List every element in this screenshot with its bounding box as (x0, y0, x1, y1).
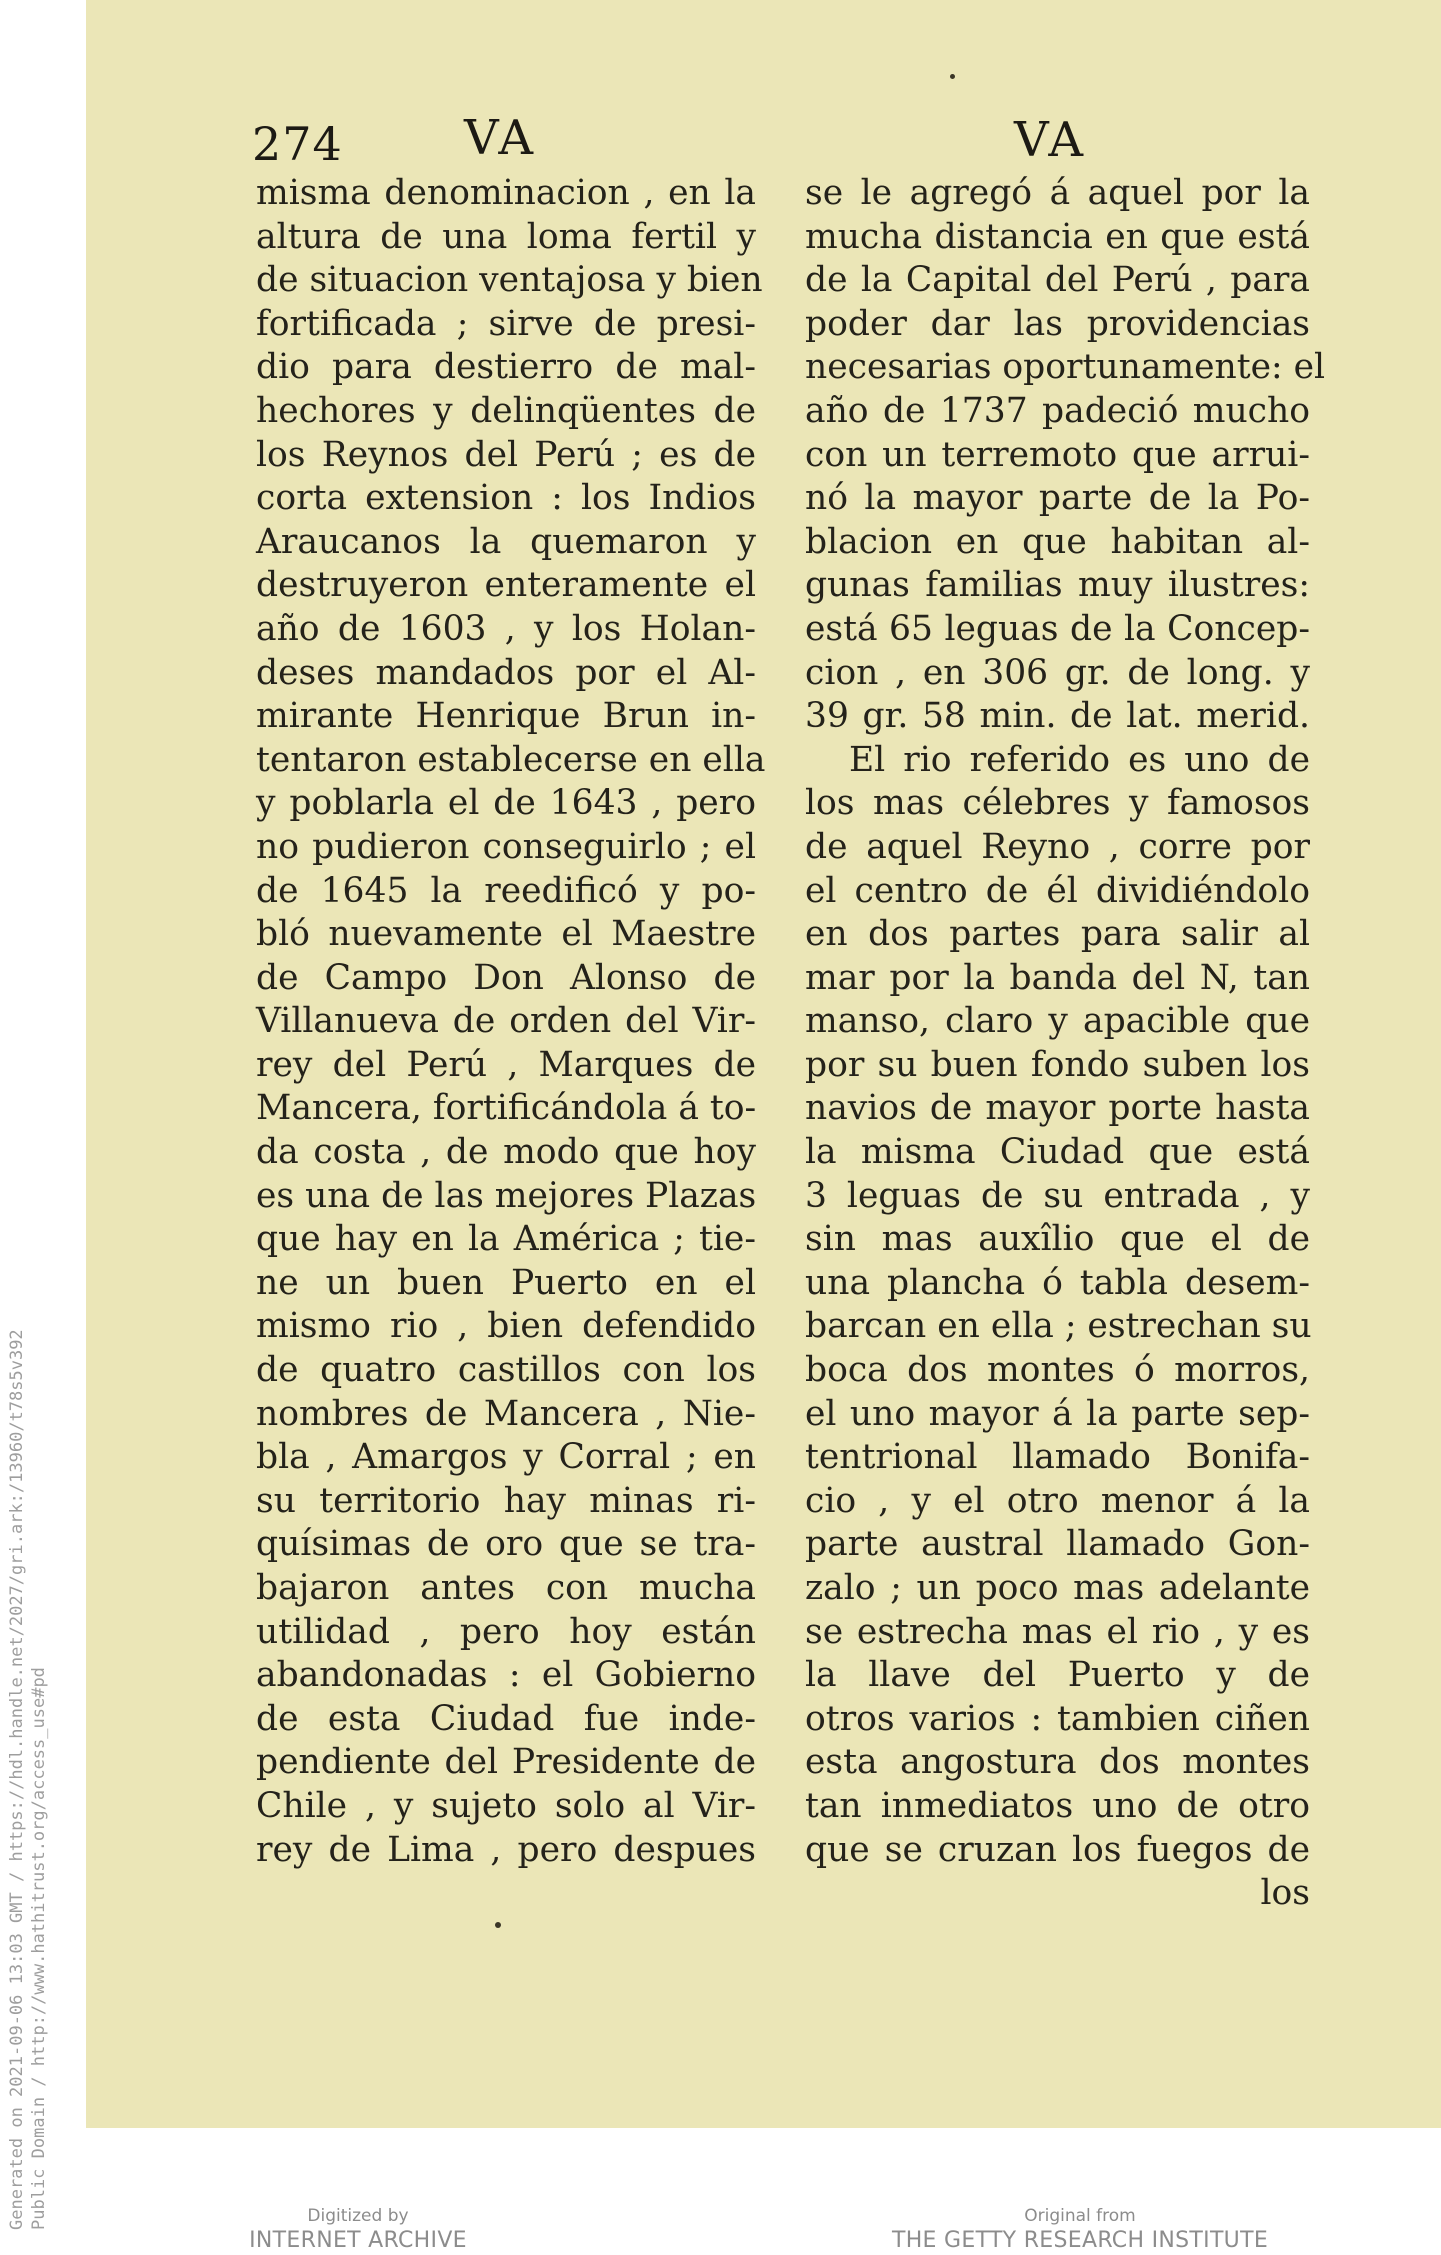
text-line: de situacion ventajosa y bien (256, 260, 763, 301)
text-line: esta angostura dos montes (805, 1742, 1310, 1783)
original-from-label: Original from (1024, 2206, 1136, 2226)
text-line: tentaron establecerse en ella (256, 739, 766, 780)
text-line: gunas familias muy ilustres: (805, 565, 1310, 606)
text-line: y poblarla el de 1643 , pero (256, 783, 756, 824)
right-text-column (805, 172, 1326, 1916)
text-line: con un terremoto que arrui- (805, 434, 1310, 475)
page-mark-top (950, 74, 955, 79)
text-line: pendiente del Presidente de (256, 1742, 756, 1783)
text-line: bajaron antes con mucha (256, 1568, 756, 1608)
text-line: la misma Ciudad que está (805, 1132, 1310, 1173)
text-line: los (1260, 1873, 1310, 1914)
text-line: cion , en 306 gr. de long. y (805, 652, 1310, 693)
getty-institute-label: THE GETTY RESEARCH INSTITUTE (891, 2228, 1269, 2253)
text-line: 39 gr. 58 min. de lat. merid. (805, 696, 1310, 737)
text-line: de Campo Don Alonso de (256, 957, 756, 998)
text-line: navios de mayor porte hasta (805, 1088, 1310, 1129)
stamp-line-1: Generated on 2021-09-06 13:03 GMT / https://hdl.handle.net/2027/gri.ark:/13960/t78s5v392 (7, 1329, 27, 2230)
text-line: la llave del Puerto y de (805, 1655, 1310, 1696)
text-line: se estrecha mas el rio , y es (805, 1611, 1310, 1652)
text-line: nó la mayor parte de la Po- (805, 478, 1310, 519)
text-line: que hay en la América ; tie- (256, 1219, 756, 1260)
text-line: zalo ; un poco mas adelante (805, 1568, 1310, 1608)
text-line: quísimas de oro que se tra- (256, 1524, 756, 1565)
text-line: el uno mayor á la parte sep- (805, 1393, 1310, 1434)
text-line: barcan en ella ; estrechan su (805, 1306, 1312, 1347)
text-line: es una de las mejores Plazas (256, 1175, 757, 1216)
text-line: de aquel Reyno , corre por (805, 826, 1310, 867)
text-line: mirante Henrique Brun in- (256, 696, 756, 737)
text-line: mismo rio , bien defendido (256, 1306, 756, 1347)
text-line: abandonadas : el Gobierno (256, 1655, 756, 1696)
text-line: necesarias oportunamente: el (805, 347, 1326, 388)
text-line: deses mandados por el Al- (256, 652, 756, 693)
text-line: no pudieron conseguirlo ; el (256, 826, 756, 867)
text-line: destruyeron enteramente el (256, 565, 756, 606)
generation-stamp (6, 1329, 50, 2230)
text-line: da costa , de modo que hoy (256, 1132, 756, 1173)
text-line: su territorio hay minas ri- (256, 1480, 756, 1521)
text-line: se le agregó á aquel por la (805, 173, 1310, 213)
text-line: está 65 leguas de la Concep- (805, 608, 1310, 649)
stamp-line-2: Public Domain / http://www.hathitrust.org/access_use#pd (29, 1667, 49, 2230)
text-line: tentrional llamado Bonifa- (805, 1437, 1310, 1478)
text-line: altura de una loma fertil y (256, 216, 756, 257)
text-line: sin mas auxîlio que el de (805, 1219, 1310, 1260)
internet-archive-label: INTERNET ARCHIVE (249, 2228, 467, 2253)
text-line: de quatro castillos con los (256, 1350, 756, 1391)
text-line: el centro de él dividiéndolo (805, 870, 1310, 911)
text-line: cio , y el otro menor á la (805, 1480, 1310, 1521)
text-line: 3 leguas de su entrada , y (805, 1175, 1310, 1216)
page-number: 274 (252, 117, 343, 171)
text-line: bla , Amargos y Corral ; en (256, 1437, 756, 1478)
text-line: de esta Ciudad fue inde- (256, 1698, 756, 1739)
text-line: Villanueva de orden del Vir- (256, 1001, 756, 1042)
text-line: año de 1603 , y los Holan- (256, 608, 756, 649)
text-line: dio para destierro de mal- (256, 347, 756, 388)
digitized-by-label: Digitized by (307, 2206, 409, 2226)
text-line: rey del Perú , Marques de (256, 1044, 756, 1085)
text-line: ne un buen Puerto en el (256, 1262, 756, 1303)
text-line: Araucanos la quemaron y (256, 521, 756, 562)
text-line: rey de Lima , pero despues (256, 1829, 756, 1870)
text-line: corta extension : los Indios (256, 478, 756, 519)
text-line: que se cruzan los fuegos de (805, 1829, 1310, 1870)
page-mark-bottom (495, 1922, 501, 1928)
text-line: otros varios : tambien ciñen (805, 1698, 1310, 1739)
text-line: El rio referido es uno de (849, 739, 1310, 780)
text-line: tan inmediatos uno de otro (805, 1785, 1310, 1826)
text-line: poder dar las providencias (805, 303, 1310, 344)
text-line: año de 1737 padeció mucho (805, 390, 1310, 431)
text-line: fortificada ; sirve de presi- (256, 303, 756, 344)
text-line: de 1645 la reedificó y po- (256, 870, 756, 911)
text-line: parte austral llamado Gon- (805, 1524, 1310, 1565)
running-head-left: VA (464, 110, 537, 166)
text-line: bló nuevamente el Maestre (256, 914, 756, 955)
text-line: hechores y delinqüentes de (256, 390, 756, 431)
text-line: los mas célebres y famosos (805, 783, 1310, 824)
text-line: nombres de Mancera , Nie- (256, 1393, 756, 1434)
text-line: misma denominacion , en la (256, 173, 756, 213)
text-line: los Reynos del Perú ; es de (256, 434, 756, 475)
text-line: mucha distancia en que está (805, 216, 1310, 257)
text-line: boca dos montes ó morros, (805, 1350, 1310, 1391)
text-line: de la Capital del Perú , para (805, 260, 1310, 301)
text-line: mar por la banda del N, tan (805, 957, 1310, 998)
text-line: en dos partes para salir al (805, 914, 1310, 955)
text-line: por su buen fondo suben los (805, 1044, 1310, 1085)
text-line: utilidad , pero hoy están (256, 1611, 756, 1652)
text-line: una plancha ó tabla desem- (805, 1262, 1310, 1303)
text-line: blacion en que habitan al- (805, 521, 1310, 562)
running-head-right: VA (1014, 112, 1087, 168)
text-line: Mancera, fortificándola á to- (256, 1088, 757, 1129)
left-text-column (256, 172, 766, 1872)
text-line: Chile , y sujeto solo al Vir- (256, 1785, 756, 1826)
text-line: manso, claro y apacible que (805, 1001, 1310, 1042)
